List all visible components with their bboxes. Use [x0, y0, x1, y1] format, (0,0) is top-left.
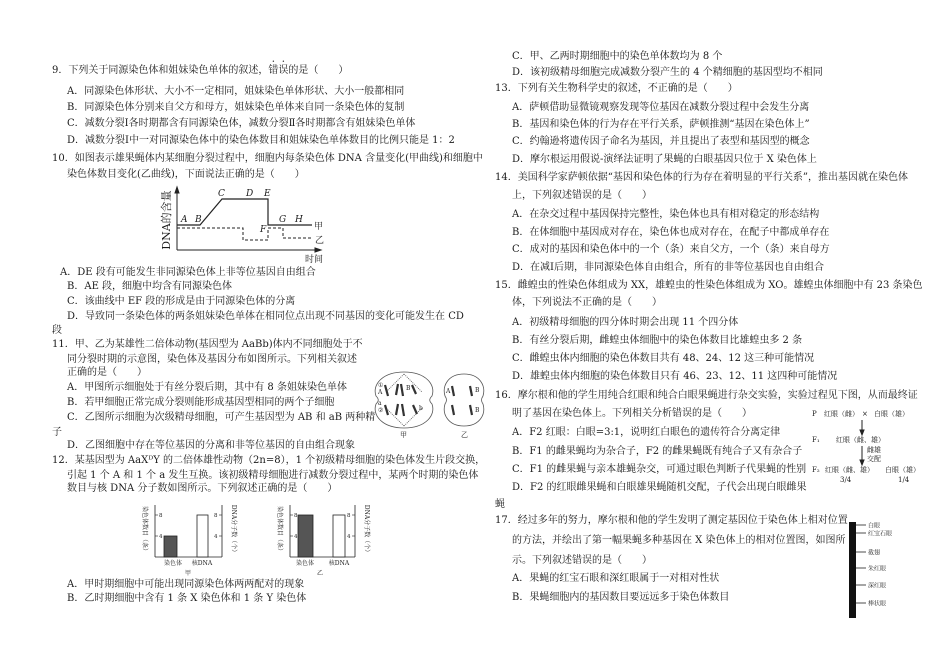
q16-stem-cont: 明了基因在染色体上。下列相关分析错误的是（ ）	[512, 408, 752, 419]
q13-option-d: D．摩尔根运用假说-演绎法证明了果蝇的白眼基因只位于 X 染色体上	[512, 154, 817, 165]
tick-label: 8	[294, 513, 298, 519]
gene-label: 红宝石眼	[868, 530, 893, 538]
q13-option-c: C．约翰逊将遗传因子命名为基因，并且提出了表型和基因型的概念	[512, 136, 810, 147]
q9-option-d: D．减数分裂Ⅰ中一对同源染色体中的染色体数目和姐妹染色单体数目的比例只能是 1：2	[67, 135, 455, 146]
q16-option-a: A．F2 红眼：白眼=3:1，说明红白眼色的遗传符合分离定律	[512, 427, 781, 438]
x-chromosome-bar	[849, 522, 856, 618]
point-f: F	[260, 225, 267, 235]
bar-chromosome	[164, 536, 177, 557]
cross-times: ×	[862, 409, 868, 418]
q13-stem: 13．下列有关生物科学史的叙述，不正确的是（ ）	[495, 83, 738, 94]
ylabel-left: 染色体数目（条）	[141, 505, 148, 555]
category-label: 核DNA	[191, 560, 213, 567]
q17-stem-cont2: 示。下列叙述错误的是（ ）	[512, 555, 652, 566]
q12-bar-charts	[141, 505, 371, 577]
q10-yi-label: 乙	[315, 236, 325, 246]
tick-label: 4	[294, 534, 298, 540]
bar-dna	[333, 515, 345, 557]
category-label: 染色体	[295, 560, 315, 567]
q12-option-d: D．该初级精母细胞完成减数分裂产生的 4 个精细胞的基因型均不相同	[512, 67, 823, 78]
q16-option-d-cont: 蝇	[495, 499, 505, 510]
gene-b-yi-2: B	[475, 407, 480, 414]
q10-stem: 10．如图表示雄果蝇体内某细胞分裂过程中，细胞内每条染色体 DNA 含量变化(甲曲线)和细胞中	[52, 153, 483, 164]
gene-b-upper: B	[406, 385, 411, 392]
q11-stem-cont: 同分裂时期的示意图，染色体及基因分布如图所示。下列相关叙述	[67, 354, 357, 365]
q11-option-c: C．乙图所示细胞为次级精母细胞，可产生基因型为 AB 和 aB 两种精	[67, 412, 376, 423]
tick-label: 8	[159, 513, 163, 519]
cross-f2-white: 白眼（雄）	[885, 465, 920, 474]
category-label: 染色体	[163, 560, 183, 567]
q14-option-b: B．在体细胞中基因成对存在，染色体也成对存在，在配子中都成单存在	[512, 227, 830, 238]
bar-chromosome	[298, 515, 313, 557]
point-b: B	[195, 215, 202, 225]
q9-option-a: A．同源染色体形状、大小不一定相同，姐妹染色单体形状、大小一般都相同	[67, 86, 405, 97]
tick-label: 4	[159, 534, 163, 540]
ylabel-right: DNA分子数（个）	[230, 504, 237, 556]
tick-label-right: 4	[347, 534, 351, 540]
q17-stem: 17．经过多年的努力，摩尔根和他的学生发明了测定基因位于染色体上相对位置	[495, 515, 848, 526]
q12-stem-cont: 引起 1 个 A 和 1 个 a 发生互换。该初级精母细胞进行减数分裂过程中，某两个时期的染色体	[67, 470, 479, 481]
q15-stem-cont: 体，下列说法不正确的是（ ）	[512, 297, 662, 308]
q14-stem-cont: 上，下列叙述错误的是（ ）	[512, 190, 652, 201]
q16-stem: 16．摩尔根和他的学生用纯合红眼和纯合白眼果蝇进行杂交实验，实验过程见下图，从而最终证	[495, 390, 918, 401]
q15-option-d: D．雄蝗虫体内细胞的染色体数目只有 46、23、12、11 这四种可能情况	[512, 371, 838, 382]
gene-label: 白眼	[868, 522, 881, 530]
q11-stem-cont2: 正确的是（ ）	[67, 367, 147, 378]
gene-a-upper: A	[378, 389, 383, 396]
q10-xlabel: 时间	[305, 255, 324, 265]
bar-chart-jia	[141, 505, 238, 577]
ylabel-right: DNA分子数（个）	[363, 504, 370, 556]
q10-option-b: B．AE 段，细胞中均含有同源染色体	[67, 281, 233, 292]
cross-p-label: P	[812, 409, 817, 418]
q12-option-c: C．甲、乙两时期细胞中的染色单体数均为 8 个	[512, 51, 723, 62]
cross-mating-1: 雌雄	[867, 445, 881, 454]
q13-option-a: A．萨顿借助显微镜观察发现等位基因在减数分裂过程中会发生分离	[512, 102, 810, 113]
q11-figure	[375, 372, 484, 439]
q10-option-c: C．该曲线中 EF 段的形成是由于同源染色体的分离	[67, 296, 296, 307]
q11-option-b: B．若甲细胞正常完成分裂则能形成基因型相同的两个子细胞	[67, 397, 335, 408]
q10-ylabel: DNA的含量	[160, 190, 173, 250]
q17-gene-map	[849, 522, 892, 619]
q16-option-c: C．F1 的雌果蝇与亲本雄蝇杂交，可通过眼色判断子代果蝇的性别	[512, 464, 807, 475]
q14-option-c: C．成对的基因和染色体中的一个（条）来自父方，一个（条）来自母方	[512, 244, 830, 255]
gene-label: 深红眼	[868, 582, 887, 590]
q15-option-b: B．有丝分裂后期，雌蝗虫体细胞中的染色体数目比雄蝗虫多 2 条	[512, 335, 803, 346]
bar-dna	[197, 515, 208, 557]
q17-stem-cont: 的方法，并绘出了第一幅果蝇多种基因在 X 染色体上的相对位置图，如图所	[512, 535, 846, 546]
q17-option-b: B．果蝇细胞内的基因数目要远远多于染色体数目	[512, 592, 730, 603]
point-h: H	[295, 215, 303, 225]
point-c: C	[218, 189, 225, 199]
cross-mating-2: 交配	[867, 454, 881, 463]
point-g: G	[279, 215, 287, 225]
q12-stem: 12．某基因型为 AaXᴰY 的二倍体雄性动物（2n=8），1 个初级精母细胞的染色体发生片段交换，	[52, 455, 486, 466]
q12-stem-cont2: 数目与核 DNA 分子数如图所示。下列叙述正确的是（ ）	[67, 483, 338, 494]
q11-option-a: A．甲图所示细胞处于有丝分裂后期，其中有 8 条姐妹染色单体	[67, 382, 347, 393]
q10-option-d-cont: 段	[52, 325, 62, 336]
x-axis-arrow	[315, 248, 321, 252]
gene-a-yi: A	[446, 388, 451, 395]
bar-chart-yi	[276, 505, 371, 577]
q10-option-a: A．DE 段有可能发生非同源染色体上非等位基因自由组合	[60, 267, 316, 278]
cross-f2-red: 红眼（雌、雄）	[825, 465, 874, 474]
q11-option-d: D．乙图细胞中存在等位基因的分离和非等位基因的自由组合现象	[67, 440, 356, 451]
ylabel-left: 染色体数目（条）	[276, 505, 283, 555]
chart-title: 甲	[184, 570, 192, 577]
q11-cell-jia	[375, 372, 433, 428]
q14-option-a: A．在杂交过程中基因保持完整性，染色体也具有相对稳定的形态结构	[512, 209, 820, 220]
q11-option-c-cont: 子	[52, 427, 62, 438]
point-a: A	[181, 215, 188, 225]
tick-label-right: 8	[347, 513, 351, 519]
tick-label-right: 4	[214, 534, 218, 540]
q9-stem-end: 的是（ ）	[288, 65, 349, 76]
cross-p-female: 红眼（雌）	[824, 409, 859, 418]
q10-jia-label: 甲	[314, 222, 324, 232]
point-d: D	[246, 189, 254, 199]
q16-option-d: D．F2 的红眼雌果蝇和白眼雄果蝇随机交配，子代会出现白眼雌果	[512, 482, 807, 493]
cross-f2-label: F₂	[812, 465, 820, 474]
gene-label: 棒状眼	[868, 600, 887, 608]
q14-stem: 14．美国科学家萨顿依据“基因和染色体的行为存在着明显的平行关系”，推出基因就在染色体	[495, 172, 908, 183]
gene-label: 截翅	[868, 549, 881, 557]
q16-option-b: B．F1 的雌果蝇均为杂合子，F2 的雌果蝇既有纯合子又有杂合子	[512, 446, 803, 457]
q11-label-yi: 乙	[461, 431, 468, 439]
label-1: ①	[378, 382, 384, 389]
q15-option-c: C．雌蝗虫体内细胞的染色体数目共有 48、24、12 这三种可能情况	[512, 353, 815, 364]
gene-label: 朱红眼	[868, 565, 887, 573]
chart-title: 乙	[316, 570, 324, 577]
q11-gene-labels	[377, 382, 480, 414]
cross-f2-white-ratio: 1/4	[898, 475, 910, 484]
tick-label-right: 8	[214, 513, 218, 519]
cross-f1: 红眼（雌、雄）	[836, 435, 885, 444]
cross-f1-label: F₁	[812, 435, 820, 444]
q14-option-d: D．在减Ⅰ后期，非同源染色体自由组合，所有的非等位基因也自由组合	[512, 262, 824, 273]
q17-option-a: A．果蝇的红宝石眼和深红眼属于一对相对性状	[512, 573, 720, 584]
q10-stem-cont: 染色体数目变化(乙曲线)，下面说法正确的是（ ）	[67, 169, 305, 180]
q12-option-b: B．乙时期细胞中含有 1 条 X 染色体和 1 条 Y 染色体	[67, 593, 307, 604]
q11-stem: 11．甲、乙为某雄性二倍体动物(基因型为 AaBb)体内不同细胞处于不	[52, 339, 363, 350]
gene-b-yi: B	[475, 387, 480, 394]
line-yi	[177, 228, 313, 240]
q15-option-a: A．初级精母细胞的四分体时期会出现 11 个四分体	[512, 317, 739, 328]
q9-stem-emphasis: 错误	[268, 65, 289, 76]
q12-option-a: A．甲时期细胞中可能出现同源染色体两两配对的现象	[67, 579, 305, 590]
label-2: ②	[378, 407, 384, 414]
category-label: 核DNA	[328, 560, 350, 567]
q10-option-d: D．导致同一条染色体的两条姐妹染色单体在相同位点出现不同基因的变化可能发生在 CD	[67, 311, 464, 322]
q11-label-jia: 甲	[400, 431, 407, 439]
q11-cell-yi	[444, 374, 483, 426]
gene-a-lower: a	[378, 400, 382, 407]
q15-stem: 15．雌蝗虫的性染色体组成为 XX，雄蝗虫的性染色体组成为 XO。雄蝗虫体细胞中有 23 条染色	[495, 280, 923, 291]
q9-stem-text: 9．下列关于同源染色体和姐妹染色单体的叙述，	[52, 65, 269, 76]
y-axis-arrow	[175, 187, 179, 193]
cross-p-male: 白眼（雄）	[874, 409, 909, 418]
q13-option-b: B．基因和染色体的行为存在平行关系，萨顿推测“基因在染色体上”	[512, 119, 810, 130]
cross-f2-red-ratio: 3/4	[840, 475, 852, 484]
q9-option-b: B．同源染色体分别来自父方和母方，姐妹染色单体来自同一条染色体的复制	[67, 102, 405, 113]
point-e: E	[264, 189, 271, 199]
q9-option-c: C．减数分裂Ⅰ各时期都含有同源染色体，减数分裂Ⅱ各时期都含有姐妹染色单体	[67, 118, 416, 129]
gene-b-lower: b	[419, 405, 423, 412]
